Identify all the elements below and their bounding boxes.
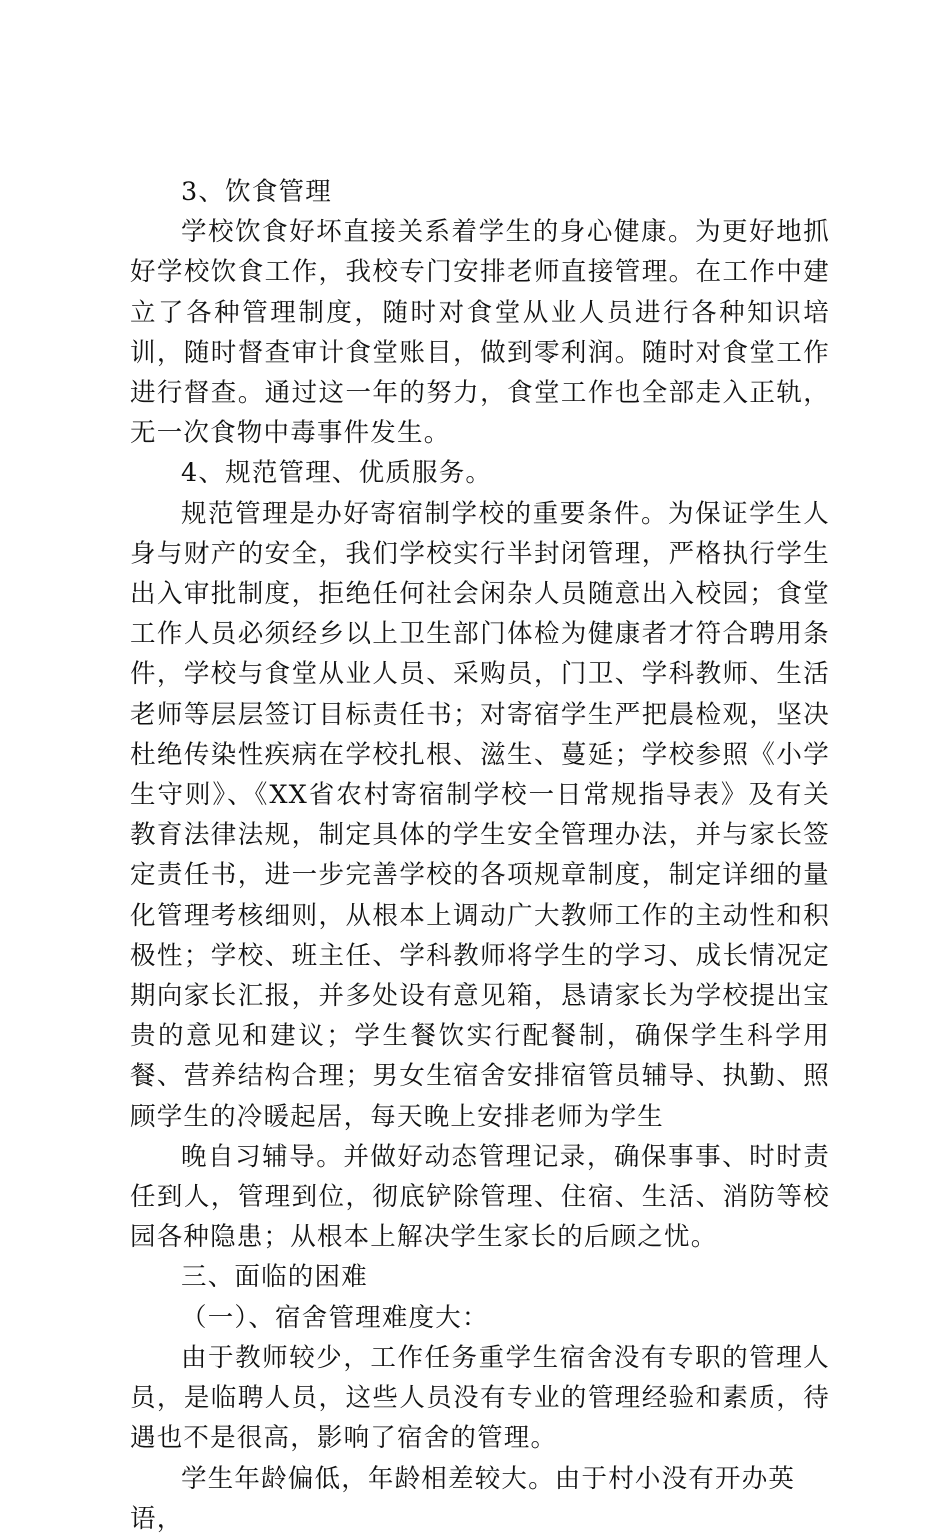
heading-dorm-management: （一）、宿舍管理难度大： <box>181 1302 489 1333</box>
paragraph-standard-management: 规范管理是办好寄宿制学校的重要条件。为保证学生人身与财产的安全，我们学校实行半封闭管理，严格执行学生出入审批制度，拒绝任何社会闲杂人员随意出入校园；食堂工作人员必须经乡以上卫生部门体检为健康者才符合聘用条件，学校与食堂从业人员、采购员，门卫、学科教师、生活老师等层层签订目标责任书；对寄宿学生严把晨检观，坚决杜绝传染性疾病在学校扎根、滋生、蔓延；学校参照《小学生守则》、《XX省农村寄宿制学校一日常规指导表》及有关教育法律法规，制定具体的学生安全管理办法，并与家长签定责任书，进一步完善学校的各项规章制度，制定详细的量化管理考核细则，从根本上调动广大教师工作的主动性和积极性；学校、班主任、学科教师将学生的学习、成长情况定期向家长汇报，并多处设有意见箱，恳请家长为学校提出宝贵的意见和建议；学生餐饮实行配餐制，确保学生科学用餐、营养结构合理；男女生宿舍安排宿管员辅导、执勤、照顾学生的冷暖起居，每天晚上安排老师为学生 <box>130 498 830 1132</box>
heading-difficulties: 三、面临的困难 <box>181 1262 368 1293</box>
heading-diet-management: 3、饮食管理 <box>181 177 332 207</box>
paragraph-student-age: 学生年龄偏低，年龄相差较大。由于村小没有开办英语， <box>130 1463 796 1534</box>
document-body <box>130 172 830 1539</box>
paragraph-teachers-shortage: 由于教师较少，工作任务重学生宿舍没有专职的管理人员，是临聘人员，这些人员没有专业的管理经验和素质，待遇也不是很高，影响了宿舍的管理。 <box>130 1342 830 1454</box>
paragraph-evening-study: 晚自习辅导。并做好动态管理记录，确保事事、时时责任到人，管理到位，彻底铲除管理、住宿、生活、消防等校园各种隐患；从根本上解决学生家长的后顾之忧。 <box>130 1141 830 1253</box>
paragraph-diet: 学校饮食好坏直接关系着学生的身心健康。为更好地抓好学校饮食工作，我校专门安排老师直接管理。在工作中建立了各种管理制度，随时对食堂从业人员进行各种知识培训，随时督查审计食堂账目，做到零利润。随时对食堂工作进行督查。通过这一年的努力，食堂工作也全部走入正轨，无一次食物中毒事件发生。 <box>130 217 830 449</box>
heading-standard-management: 4、规范管理、优质服务。 <box>181 458 493 489</box>
